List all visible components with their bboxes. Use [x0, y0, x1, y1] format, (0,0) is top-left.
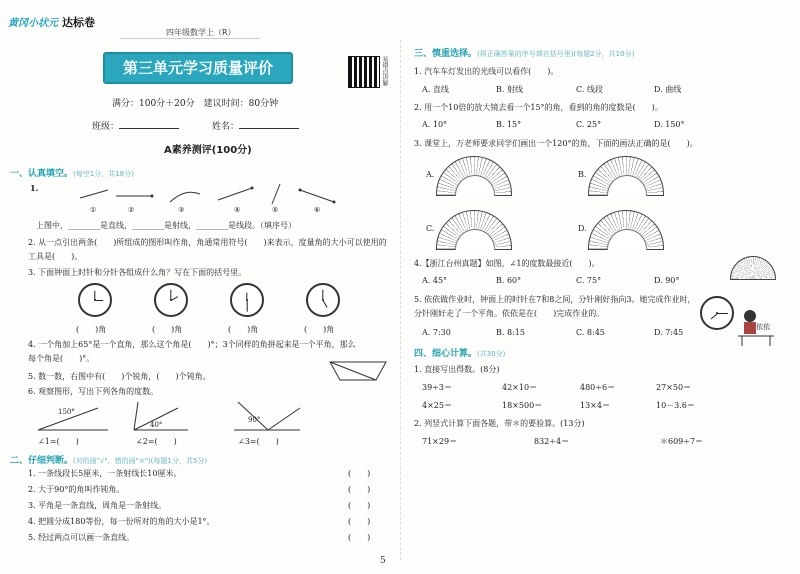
- clock-2: [154, 283, 188, 317]
- section4-title: 四、细心计算。: [414, 349, 478, 359]
- calc-2-4[interactable]: 10－3.6＝: [656, 401, 695, 410]
- q3-answer-1[interactable]: ( )角: [76, 325, 107, 334]
- judge-item-4: 4. 把圆分成180等份，每一份所对的角的大小是1°。: [28, 517, 215, 526]
- qr-code-icon[interactable]: [348, 56, 380, 88]
- q1-label-3: ③: [178, 206, 185, 214]
- choice-q2-a[interactable]: A. 10°: [422, 120, 448, 129]
- choice-q4-c[interactable]: C. 75°: [576, 276, 602, 285]
- page-title: 第三单元学习质量评价: [103, 52, 293, 84]
- choice-q3-a[interactable]: A.: [426, 170, 435, 179]
- section4-note: (共30分): [477, 350, 506, 358]
- judge-item-2: 2. 大于90°的角叫作钝角。: [28, 485, 125, 494]
- vertical-calc-1[interactable]: 71×29＝: [422, 437, 458, 446]
- series-logo: 黄冈小状元: [8, 18, 58, 29]
- choice-q2: 2. 用一个10倍的放大镜去看一个15°的角，看到的角的度数是( )。: [414, 103, 663, 112]
- q1-number: 1.: [30, 183, 39, 193]
- qr-caption: 易错点讲解: [381, 56, 388, 86]
- choice-q5-d[interactable]: D. 7:45: [654, 328, 684, 337]
- calc-1-2[interactable]: 42×10＝: [502, 383, 538, 392]
- section1-title: 一、认真填空。: [10, 169, 74, 179]
- clock-3: [230, 283, 264, 317]
- calc-1-1[interactable]: 39÷3＝: [422, 383, 452, 392]
- q1-label-2: ②: [128, 206, 135, 214]
- choice-q1-b[interactable]: B. 射线: [496, 85, 523, 94]
- q3-answer-2[interactable]: ( )角: [152, 325, 183, 334]
- choice-q1-a[interactable]: A. 直线: [422, 85, 449, 94]
- q6-angles-figure: [38, 402, 358, 434]
- q6-answer-2[interactable]: ∠2=( ): [136, 437, 177, 446]
- badge-label: 达标卷: [62, 16, 95, 29]
- q3-text: 3. 下面钟面上时针和分针各组成什么角？写在下面的括号里。: [28, 268, 247, 277]
- page-number: 5: [380, 556, 386, 566]
- calc-2-2[interactable]: 18×500＝: [502, 401, 543, 410]
- section4-heading: [414, 346, 505, 359]
- q6-answer-1[interactable]: ∠1=( ): [38, 437, 79, 446]
- calc-2-3[interactable]: 13×4＝: [580, 401, 610, 410]
- q4-angle-figure: [730, 256, 776, 280]
- choice-q1: 1. 汽车车灯发出的光线可以看作( )。: [414, 67, 559, 76]
- q5-trapezoid-figure: [328, 360, 388, 382]
- calc-q1: 1. 直接写出得数。(8分): [414, 365, 500, 374]
- calc-2-1[interactable]: 4×25＝: [422, 401, 452, 410]
- judge-item-1: 1. 一条线段长5厘米，一条射线长10厘米。: [28, 469, 182, 478]
- vertical-calc-2[interactable]: 832÷4＝: [534, 437, 570, 446]
- q1-label-1: ①: [90, 206, 97, 214]
- choice-q1-c[interactable]: C. 线段: [576, 85, 603, 94]
- choice-q5-a[interactable]: A. 7:30: [422, 328, 451, 337]
- section2-title: 二、仔细判断。: [10, 456, 74, 466]
- judge-bracket-2[interactable]: ( ): [348, 485, 371, 494]
- judge-bracket-5[interactable]: ( ): [348, 533, 371, 542]
- calc-1-3[interactable]: 480÷6＝: [580, 383, 616, 392]
- choice-q5-b[interactable]: B. 8:15: [496, 328, 525, 337]
- name-field[interactable]: [212, 119, 299, 132]
- vertical-calc-3[interactable]: ＊609÷7＝: [660, 437, 704, 446]
- q3-answer-4[interactable]: ( )角: [304, 325, 335, 334]
- protractor-a-figure: [436, 156, 512, 196]
- judge-item-5: 5. 经过两点可以画一条直线。: [28, 533, 135, 542]
- grade-book-label: 四年级数学上（R）: [166, 28, 236, 37]
- section3-heading: [414, 46, 634, 59]
- protractor-b-figure: [588, 156, 664, 196]
- class-field[interactable]: [92, 119, 179, 132]
- protractor-d-figure: [588, 210, 664, 250]
- q1-label-5: ⑤: [272, 206, 279, 214]
- part-a-title: A素养测评(100分): [164, 145, 252, 156]
- choice-q2-b[interactable]: B. 15°: [496, 120, 522, 129]
- q4-text: 4. 一个角加上65°是一个直角，那么这个角是( )°；3个同样的角拼起来是一个平角，那么每个角是( )°。: [28, 340, 356, 363]
- choice-q3: 3. 课堂上，万老师要求同学们画出一个120°的角，下面的画法正确的是( )。: [414, 139, 698, 148]
- header-rule: [120, 38, 260, 39]
- choice-q2-c[interactable]: C. 25°: [576, 120, 602, 129]
- class-blank[interactable]: [119, 120, 179, 129]
- q6-angle-label-1: 150°: [58, 408, 75, 416]
- section1-heading: [10, 166, 134, 179]
- choice-q3-c[interactable]: C.: [426, 224, 435, 233]
- section3-note: (将正确答案的序号填在括号里)(每题2分，共10分): [477, 50, 635, 58]
- q6-text: 6. 观察图形，写出下列各角的度数。: [28, 387, 159, 396]
- q1-label-6: ⑥: [314, 206, 321, 214]
- choice-q4: 4.【浙江台州真题】如图，∠1的度数最接近( )。: [414, 259, 600, 268]
- column-divider: [400, 40, 401, 560]
- judge-bracket-4[interactable]: ( ): [348, 517, 371, 526]
- choice-q3-b[interactable]: B.: [578, 170, 587, 179]
- section2-note: (对的画"√"，错的画"×")(每题1分，共5分): [73, 457, 208, 465]
- calc-1-4[interactable]: 27×50＝: [656, 383, 692, 392]
- judge-bracket-3[interactable]: ( ): [348, 501, 371, 510]
- choice-q2-d[interactable]: D. 150°: [654, 120, 685, 129]
- choice-q5: 5. 依依做作业时，钟面上的时针在7和8之间，分针刚好指向3。她完成作业时，分针刚好走了一个平角。依依是在( )完成作业的。: [414, 295, 696, 318]
- q5-clock: [700, 296, 734, 330]
- q6-answer-3[interactable]: ∠3=( ): [238, 437, 279, 446]
- choice-q3-d[interactable]: D.: [578, 224, 587, 233]
- q1-text: 上图中，________是直线，________是射线，________是线段。（填序号）: [36, 221, 296, 230]
- choice-q4-d[interactable]: D. 90°: [654, 276, 680, 285]
- choice-q4-a[interactable]: A. 45°: [422, 276, 448, 285]
- class-label: 班级：: [92, 122, 120, 132]
- name-blank[interactable]: [239, 120, 299, 129]
- q6-angle-label-2: 40°: [150, 421, 163, 429]
- choice-q5-c[interactable]: C. 8:45: [576, 328, 605, 337]
- section1-note: (每空1分，共18分): [73, 170, 134, 178]
- protractor-c-figure: [436, 210, 512, 250]
- q3-answer-3[interactable]: ( )角: [228, 325, 259, 334]
- choice-q1-d[interactable]: D. 曲线: [654, 85, 682, 94]
- q2-text: 2. 从一点引出两条( )所组成的图形叫作角，角通常用符号( )来表示，度量角的大小可以使用的工具是( )。: [28, 238, 387, 261]
- q6-angle-label-3: 90°: [248, 416, 261, 424]
- choice-q4-b[interactable]: B. 60°: [496, 276, 522, 285]
- judge-item-3: 3. 平角是一条直线，周角是一条射线。: [28, 501, 167, 510]
- q1-label-4: ④: [234, 206, 241, 214]
- clock-4: [306, 283, 340, 317]
- section3-title: 三、慎重选择。: [414, 49, 478, 59]
- q1-lines-figure: [0, 180, 400, 220]
- score-time-info: 满分：100分＋20分 建议时间：80分钟: [112, 99, 279, 109]
- judge-bracket-1[interactable]: ( ): [348, 469, 371, 478]
- clock-1: [78, 283, 112, 317]
- q5-text: 5. 数一数，右图中有( )个锐角，( )个钝角。: [28, 372, 211, 381]
- calc-q2: 2. 列竖式计算下面各题，带＊的要验算。(13分): [414, 419, 585, 428]
- yiyi-label: 依依: [756, 323, 770, 331]
- section2-heading: [10, 453, 207, 466]
- name-label: 姓名：: [212, 122, 240, 132]
